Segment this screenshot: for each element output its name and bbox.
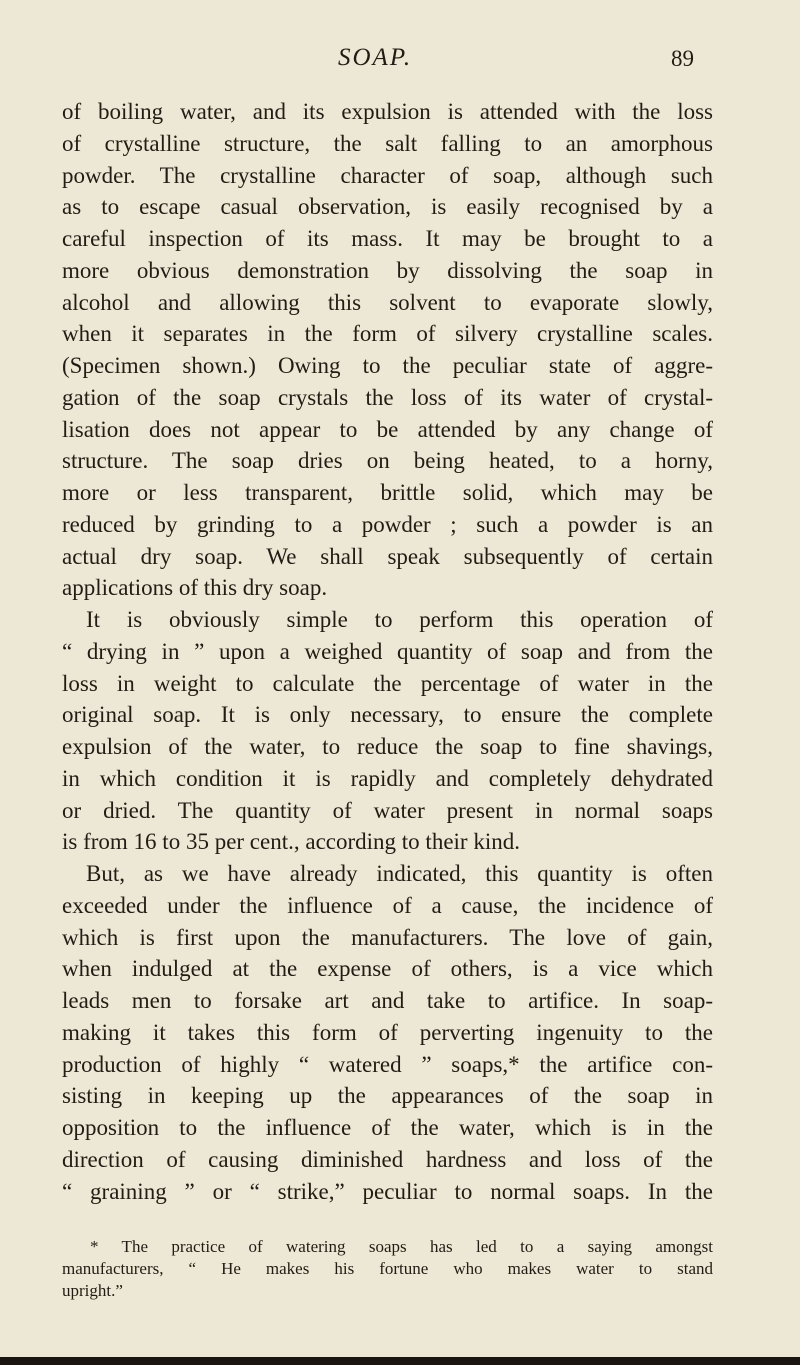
text-line: of boiling water, and its expulsion is attended with the loss: [62, 99, 713, 124]
page-number: 89: [671, 46, 694, 71]
text-line: direction of causing diminished hardness and loss of the: [62, 1146, 713, 1172]
text-line: more or less transparent, brittle solid, which may be: [62, 480, 713, 505]
running-title: SOAP.: [338, 44, 413, 71]
text-line: careful inspection of its mass. It may be brought to a: [62, 226, 713, 251]
footnote: [62, 1236, 713, 1302]
text-line: structure. The soap dries on being heated, to a horny,: [62, 448, 713, 474]
page-bottom-edge: [0, 1357, 800, 1365]
text-line: as to escape casual observation, is easily recognised by a: [62, 194, 713, 220]
text-line: making it takes this form of perverting ingenuity to the: [62, 1019, 713, 1045]
text-line: in which condition it is rapidly and completely dehydrated: [62, 765, 713, 791]
text-line: sisting in keeping up the appearances of the soap in: [62, 1083, 713, 1109]
text-line: opposition to the influence of the water, which is in the: [62, 1115, 713, 1140]
text-line: It is obviously simple to perform this operation of: [86, 607, 713, 632]
body-text: [62, 96, 713, 1207]
text-line: reduced by grinding to a powder ; such a powder is an: [62, 511, 713, 537]
text-line: original soap. It is only necessary, to ensure the complete: [62, 702, 713, 728]
text-line: expulsion of the water, to reduce the soap to fine shavings,: [62, 734, 713, 759]
text-line: But, as we have already indicated, this quantity is often: [86, 861, 713, 886]
text-line: actual dry soap. We shall speak subsequently of certain: [62, 543, 713, 569]
text-line: when indulged at the expense of others, is a vice which: [62, 956, 713, 982]
text-line: of crystalline structure, the salt falling to an amorphous: [62, 130, 713, 156]
text-line: (Specimen shown.) Owing to the peculiar state of aggre-: [62, 353, 713, 378]
text-line: gation of the soap crystals the loss of its water of crystal-: [62, 384, 713, 410]
text-line: when it separates in the form of silvery crystalline scales.: [62, 321, 713, 347]
footnote-line: * The practice of watering soaps has led to a saying amongst: [90, 1237, 713, 1256]
text-line: applications of this dry soap.: [62, 575, 328, 601]
text-line: “ drying in ” upon a weighed quantity of soap and from the: [62, 638, 713, 664]
text-line: leads men to forsake art and take to artifice. In soap-: [62, 988, 713, 1013]
text-line: is from 16 to 35 per cent., according to their kind.: [62, 829, 520, 855]
text-line: more obvious demonstration by dissolving the soap in: [62, 257, 713, 283]
text-line: exceeded under the influence of a cause, the incidence of: [62, 892, 713, 918]
text-line: production of highly “ watered ” soaps,* the artifice con-: [62, 1051, 713, 1077]
text-line: “ graining ” or “ strike,” peculiar to normal soaps. In the: [62, 1178, 713, 1204]
footnote-line: upright.”: [62, 1281, 123, 1300]
text-line: which is first upon the manufacturers. The love of gain,: [62, 924, 713, 950]
text-line: alcohol and allowing this solvent to evaporate slowly,: [62, 289, 713, 315]
running-head: [0, 44, 800, 74]
text-line: powder. The crystalline character of soap, although such: [62, 162, 713, 188]
footnote-line: manufacturers, “ He makes his fortune who makes water to stand: [62, 1259, 713, 1278]
text-line: or dried. The quantity of water present in normal soaps: [62, 797, 713, 823]
text-line: lisation does not appear to be attended by any change of: [62, 416, 713, 442]
text-line: loss in weight to calculate the percentage of water in the: [62, 670, 713, 696]
